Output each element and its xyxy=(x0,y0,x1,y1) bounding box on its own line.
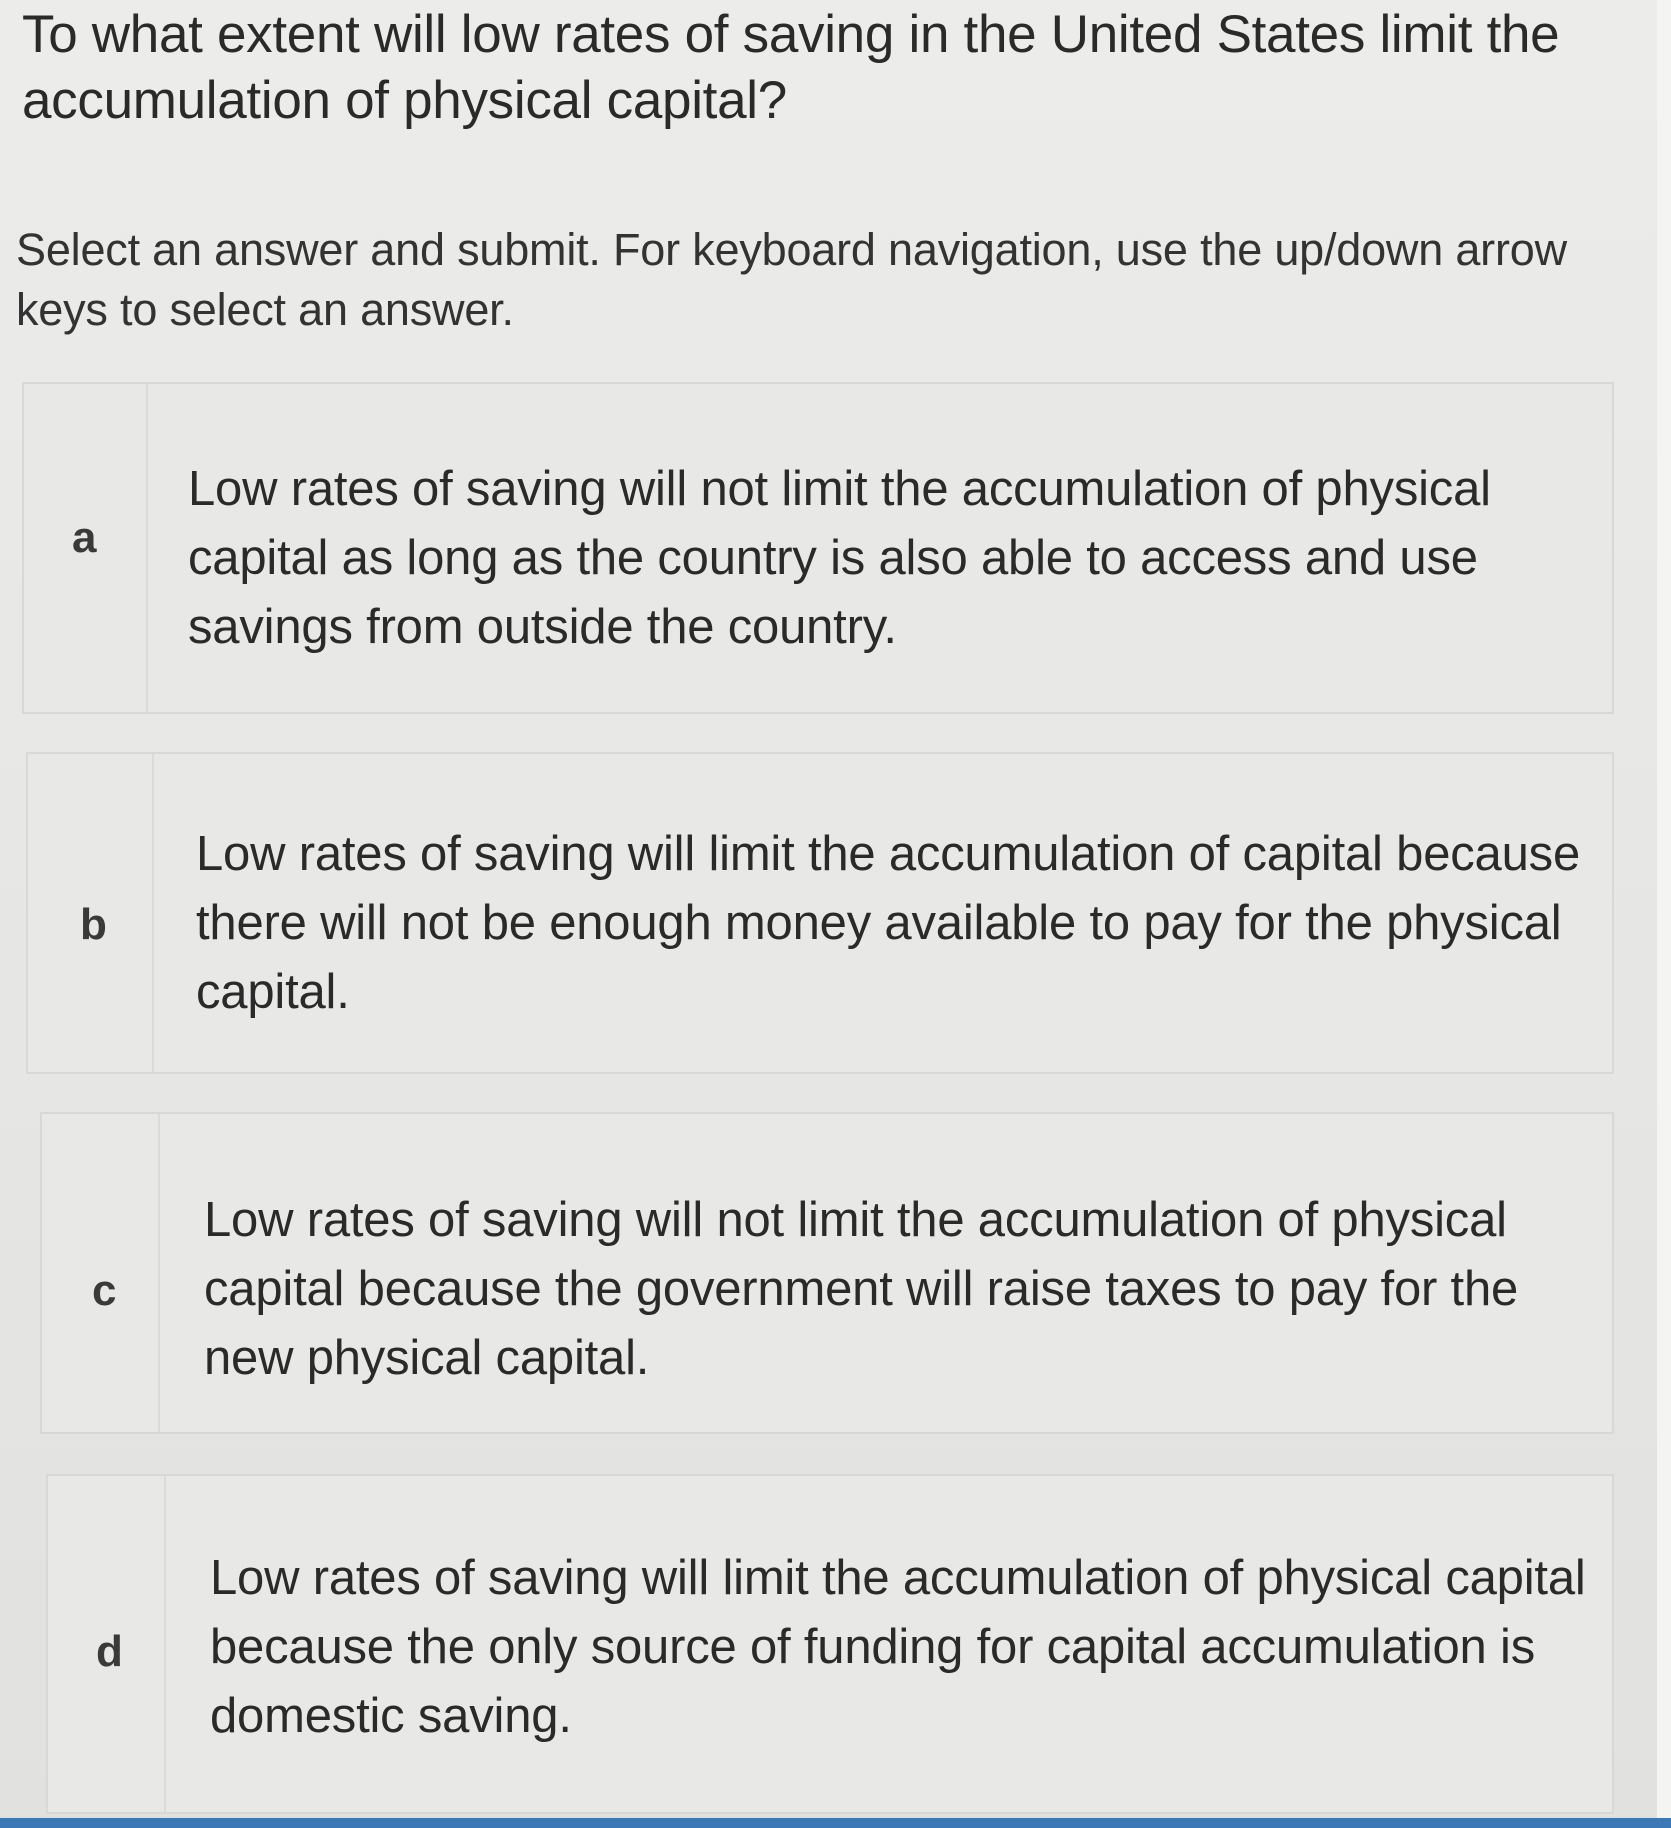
choice-text-a: Low rates of saving will not limit the accumulation of physical capital as long as the country is also able to access and use savings from outside the country. xyxy=(188,462,1491,654)
choice-divider xyxy=(158,1114,160,1432)
answer-choice-b[interactable] xyxy=(26,752,1614,1074)
question-text: To what extent will low rates of saving in the United States limit the accumulation of physical capital? xyxy=(22,5,1560,130)
choice-divider xyxy=(164,1476,166,1812)
choice-divider xyxy=(152,754,154,1072)
answer-choice-c[interactable] xyxy=(40,1112,1614,1434)
choice-letter-b: b xyxy=(80,900,107,949)
choice-text-c: Low rates of saving will not limit the accumulation of physical capital because the government will raise taxes to pay for the new physical capital. xyxy=(204,1193,1519,1385)
choice-letter-a: a xyxy=(72,513,97,562)
choice-letter-d: d xyxy=(96,1627,123,1676)
bottom-accent-bar xyxy=(0,1818,1671,1828)
choice-text-d: Low rates of saving will limit the accumulation of physical capital because the only source of funding for capital accumulation is domestic saving. xyxy=(210,1551,1586,1743)
choice-letter-c: c xyxy=(92,1266,117,1315)
choice-divider xyxy=(146,384,148,712)
scroll-edge xyxy=(1657,0,1671,1828)
instructions-text: Select an answer and submit. For keyboard navigation, use the up/down arrow keys to select an answer. xyxy=(16,224,1567,335)
answer-choice-d[interactable] xyxy=(46,1474,1614,1814)
choice-text-b: Low rates of saving will limit the accumulation of capital because there will not be enough money available to pay for the physical capital. xyxy=(196,827,1580,1019)
answer-choice-a[interactable] xyxy=(22,382,1614,714)
